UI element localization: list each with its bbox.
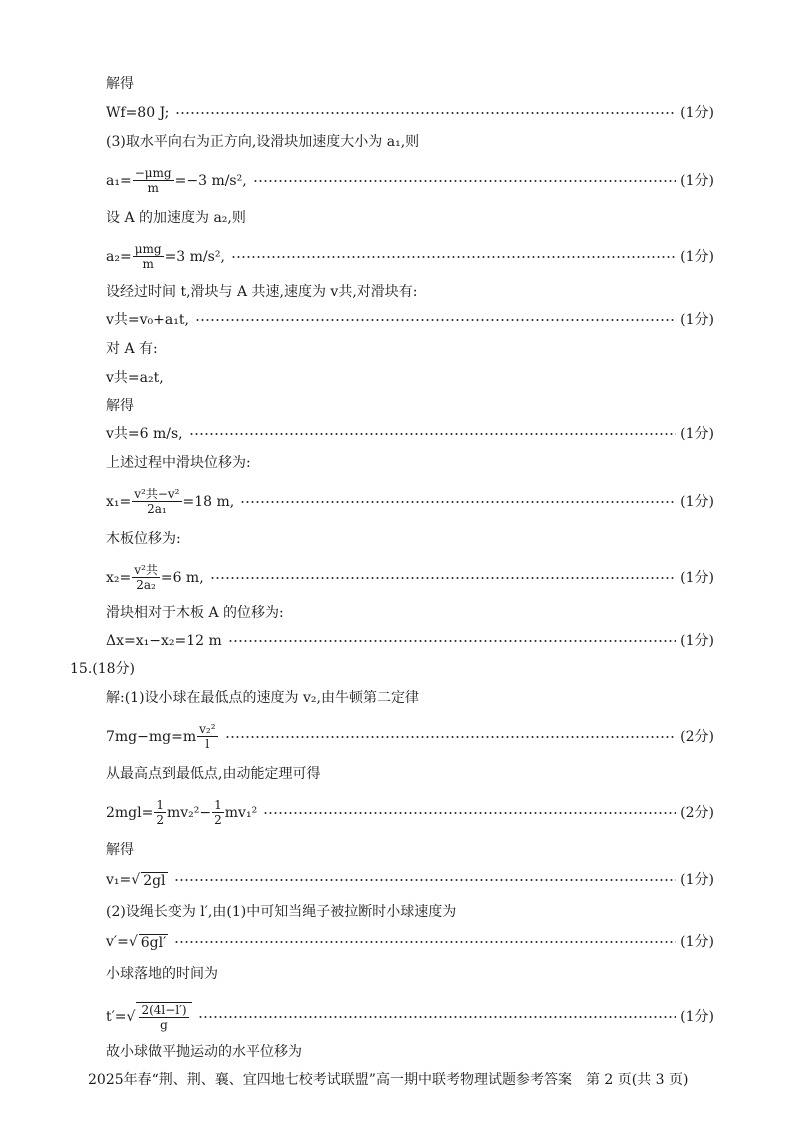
radical: 2gl bbox=[143, 872, 166, 889]
score-label: (2分) bbox=[680, 804, 714, 821]
text-line: 对 A 有: bbox=[106, 341, 158, 357]
score-label: (1分) bbox=[680, 633, 714, 649]
dot-leader bbox=[174, 941, 676, 943]
text-line: 解得 bbox=[106, 842, 134, 858]
fraction: $\frac{\text{μmg}}{m}$ bbox=[134, 242, 162, 271]
score-label: (1分) bbox=[680, 1009, 714, 1025]
score-label: (1分) bbox=[680, 248, 714, 265]
equation-line bbox=[106, 563, 714, 592]
score-label: (1分) bbox=[680, 105, 714, 121]
equation: v′= √ 6gl′ bbox=[106, 934, 167, 951]
fraction: $\frac{1}{2}$ bbox=[214, 798, 222, 827]
text-line: (3)取水平向右为正方向,设滑块加速度大小为 a₁,则 bbox=[106, 134, 420, 150]
score-label: (1分) bbox=[680, 934, 714, 950]
text-line: 设经过时间 t,滑块与 A 共速,速度为 v共,对滑块有: bbox=[106, 284, 418, 300]
equation: x₁= $\frac{\text{v²共−v²}}{\text{2a₁}}$ =18 m, bbox=[106, 487, 235, 516]
dot-leader bbox=[198, 1016, 677, 1018]
radical: 6gl′ bbox=[140, 934, 167, 951]
equation: x₂= $\frac{\text{v²共}}{\text{2a₂}}$ =6 m, bbox=[106, 563, 204, 592]
equation-line bbox=[106, 487, 714, 516]
score-label: (1分) bbox=[680, 172, 714, 189]
text-line: 解得 bbox=[106, 398, 134, 414]
equation-line bbox=[106, 932, 714, 952]
equation-line bbox=[106, 1002, 714, 1032]
equation: 7mg−mg=m $\frac{\text{v₂²}}{l}$ bbox=[106, 722, 216, 751]
equation-line bbox=[106, 631, 714, 651]
equation-line bbox=[106, 310, 714, 330]
text-line: 上述过程中滑块位移为: bbox=[106, 455, 251, 471]
dot-leader bbox=[195, 319, 676, 321]
page-footer: 2025年春“荆、荆、襄、宜四地七校考试联盟”高一期中联考物理试题参考答案 第 2 页(共 3 页) bbox=[88, 1072, 689, 1088]
equation: v共=v₀+a₁t, bbox=[106, 312, 189, 328]
equation-line bbox=[106, 166, 714, 195]
equation: Wf=80 J; bbox=[106, 105, 170, 121]
dot-leader bbox=[175, 112, 676, 114]
text-line: 故小球做平抛运动的水平位移为 bbox=[106, 1044, 302, 1060]
score-label: (1分) bbox=[680, 312, 714, 328]
equation-line bbox=[106, 424, 714, 444]
fraction: $\frac{1}{2}$ bbox=[156, 798, 164, 827]
dot-leader bbox=[240, 501, 676, 503]
equation: Δx=x₁−x₂=12 m bbox=[106, 633, 222, 649]
dot-leader bbox=[253, 180, 676, 182]
dot-leader bbox=[210, 577, 676, 579]
equation: 2mgl= $\frac{1}{2}$ mv₂²− $\frac{1}{2}$ mv₁² bbox=[106, 798, 258, 827]
radical bbox=[136, 1002, 191, 1032]
equation: v₁= √ 2gl bbox=[106, 872, 166, 889]
text-line: 滑块相对于木板 A 的位移为: bbox=[106, 605, 284, 621]
equation: t′= √ $\frac{2(4l-l')}{g}$ bbox=[106, 1002, 192, 1032]
text-line: 解:(1)设小球在最低点的速度为 v₂,由牛顿第二定律 bbox=[106, 690, 419, 706]
equation-line bbox=[106, 870, 714, 890]
equation: a₁= $\frac{\text{−μmg}}{m}$ =−3 m/s², bbox=[106, 166, 247, 195]
text-line: (2)设绳长变为 l′,由(1)中可知当绳子被拉断时小球速度为 bbox=[106, 904, 457, 920]
score-label: (1分) bbox=[680, 493, 714, 510]
dot-leader bbox=[225, 736, 677, 738]
dot-leader bbox=[174, 879, 677, 881]
score-label: (1分) bbox=[680, 872, 714, 888]
text-line: 从最高点到最低点,由动能定理可得 bbox=[106, 766, 321, 782]
dot-leader bbox=[263, 812, 676, 814]
score-label: (1分) bbox=[680, 569, 714, 586]
equation-line bbox=[106, 722, 714, 751]
score-label: (1分) bbox=[680, 426, 714, 442]
text-line: 设 A 的加速度为 a₂,则 bbox=[106, 210, 246, 226]
equation: a₂= $\frac{\text{μmg}}{m}$ =3 m/s², bbox=[106, 242, 225, 271]
score-label: (2分) bbox=[680, 728, 714, 745]
dot-leader bbox=[228, 640, 676, 642]
equation-line bbox=[106, 798, 714, 827]
equation: v共=6 m/s, bbox=[106, 426, 183, 442]
text-line: 小球落地的时间为 bbox=[106, 966, 218, 982]
equation-line bbox=[106, 103, 714, 123]
dot-leader bbox=[231, 256, 676, 258]
fraction: $\frac{\text{v₂²}}{l}$ bbox=[199, 722, 216, 751]
equation-line bbox=[106, 242, 714, 271]
text-line: 解得 bbox=[106, 76, 134, 92]
equation-line: v共=a₂t, bbox=[106, 370, 164, 386]
fraction: $\frac{\text{v²共}}{\text{2a₂}}$ bbox=[134, 563, 158, 592]
dot-leader bbox=[189, 433, 677, 435]
fraction: $\frac{2(4l-l')}{g}$ bbox=[141, 1003, 187, 1032]
fraction: $\frac{\text{−μmg}}{m}$ bbox=[134, 166, 172, 195]
text-line: 木板位移为: bbox=[106, 531, 181, 547]
question-number: 15.(18分) bbox=[70, 661, 136, 677]
fraction: $\frac{\text{v²共−v²}}{\text{2a₁}}$ bbox=[134, 487, 180, 516]
